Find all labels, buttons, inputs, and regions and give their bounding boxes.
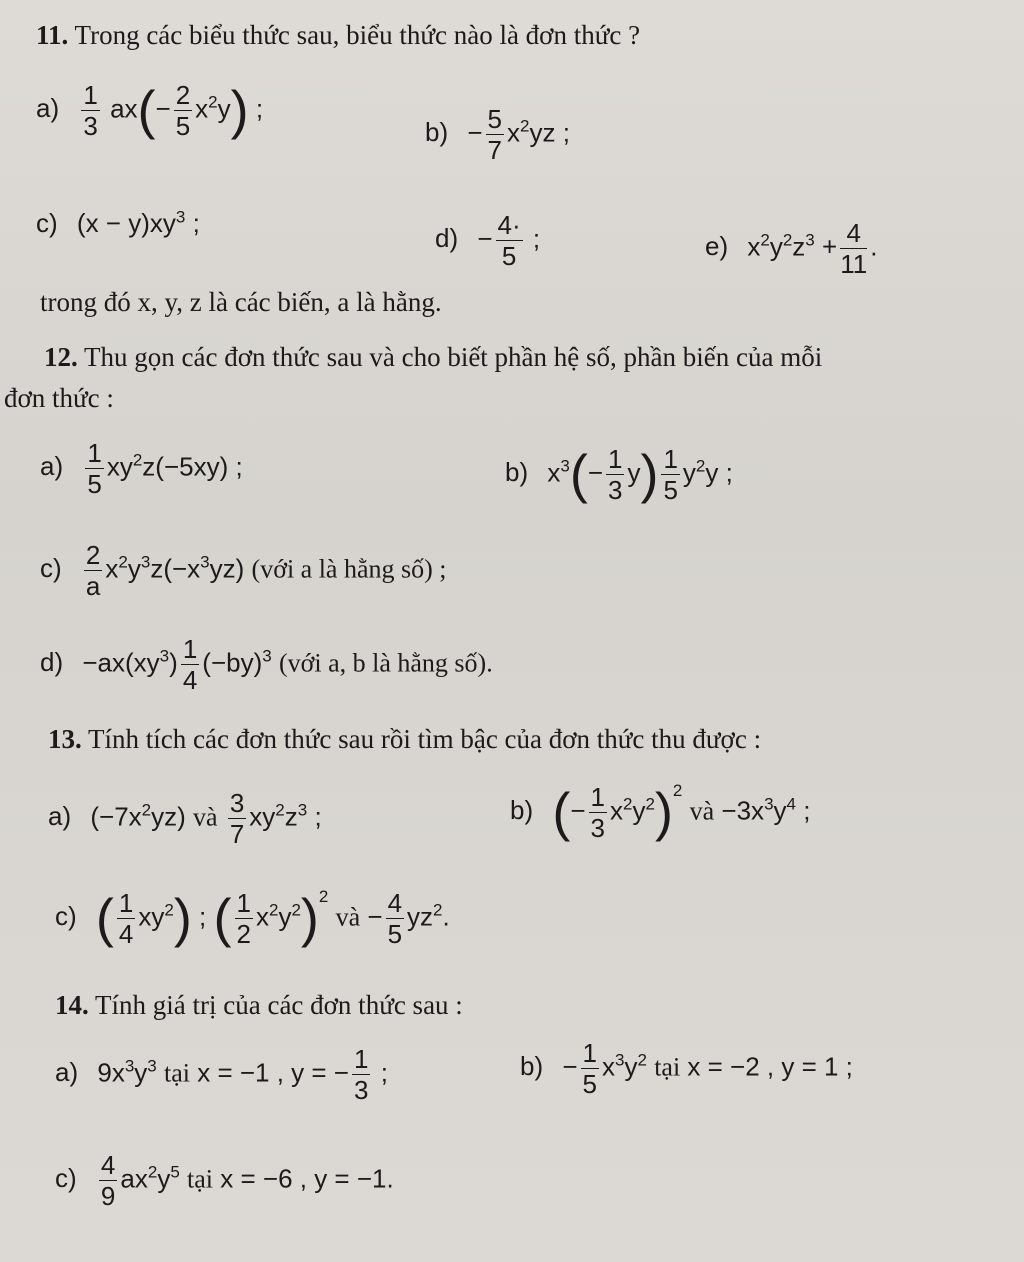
fraction: $\frac{1}{5}$ xyxy=(663,444,678,505)
problem-number: 13. xyxy=(48,724,82,754)
problem-11-b: b) − $\frac{5}{7}$ $x^2yz$ ; xyxy=(425,104,570,165)
fraction: $\frac{4}{5}$ xyxy=(387,888,403,949)
problem-12-d: $d) -ax(xy^3)$ $\frac{1}{4}$ $(-by)^3$ (với a, b là hằng số). xyxy=(40,634,493,695)
problem-12-a: a) $\frac{1}{5}$ $xy^2z(-5xy)$ ; xyxy=(40,438,243,499)
problem-11-c: c) $(x - y)xy^3$ ; xyxy=(36,207,200,238)
problem-12-b: b) $x^3(-$ $\frac{1}{3}$ y) $\frac{1}{5}$ $y^2y$ ; xyxy=(505,444,733,505)
problem-14-b: b) − $\frac{1}{5}$ $x^3y^2$ tại x = −2 , y = 1 ; xyxy=(520,1038,853,1099)
problem-11-note: trong đó x, y, z là các biến, a là hằng. xyxy=(40,287,442,317)
fraction: $\frac{1}{3}$ xyxy=(354,1044,369,1105)
fraction: $\frac{4}{11}$ xyxy=(840,218,868,279)
problem-13-c: c) ( $\frac{1}{4}$ $xy^2$) ; ( $\frac{1}{2}$ $x^2y^2)^2$ và − $\frac{4}{5}$ $yz^2$. xyxy=(55,886,450,949)
fraction: $\frac{1}{3}$ xyxy=(83,80,98,141)
fraction: $\frac{4\cdot}{5}$ xyxy=(497,210,521,271)
fraction: $\frac{2}{5}$ xyxy=(175,80,191,141)
fraction: $\frac{1}{2}$ xyxy=(236,888,251,949)
problem-text: Tính tích các đơn thức sau rồi tìm bậc của đơn thức thu được : xyxy=(88,724,762,754)
problem-14-c: c) $\frac{4}{9}$ $ax^2y^5$ tại x = −6 , y = −1. xyxy=(55,1150,394,1211)
problem-text: Tính giá trị của các đơn thức sau : xyxy=(95,990,463,1020)
problem-14-a: a) $9x^3y^3$ tại x = −1 , y = − $\frac{1}{3}$ ; xyxy=(55,1044,388,1105)
fraction: $\frac{1}{3}$ xyxy=(590,782,605,843)
fraction: $\frac{2}{a}$ xyxy=(85,540,101,601)
problem-12-title xyxy=(44,342,822,373)
paren-close: ) xyxy=(230,80,249,141)
fraction: $\frac{1}{3}$ xyxy=(608,444,623,505)
fraction: $\frac{3}{7}$ xyxy=(229,788,245,849)
problem-12-title-cont: đơn thức : xyxy=(4,383,114,413)
fraction: $\frac{1}{5}$ xyxy=(87,438,102,499)
paren-open: ( xyxy=(137,80,156,141)
problem-text: Trong các biểu thức sau, biểu thức nào là đơn thức ? xyxy=(74,20,641,50)
fraction: $\frac{5}{7}$ xyxy=(487,104,503,165)
problem-13-b: b) (− $\frac{1}{3}$ $x^2y^2)^2$ và $-3x^3y^4$ ; xyxy=(510,780,811,843)
fraction: $\frac{1}{4}$ xyxy=(118,888,134,949)
item-label: a) xyxy=(36,93,60,124)
problem-14-title xyxy=(55,990,463,1021)
problem-13-title xyxy=(48,724,761,755)
problem-number: 12. xyxy=(44,342,78,372)
problem-number: 14. xyxy=(55,990,89,1020)
problem-12-c: c) $\frac{2}{a}$ $x^2y^3z(-x^3yz)$ (với a là hằng số) ; xyxy=(40,540,447,601)
problem-13-a: a) $(-7x^2yz)$ và $\frac{3}{7}$ $xy^2z^3$ ; xyxy=(48,788,322,849)
problem-11-a: a) $\frac{1}{3}$ ax(− $\frac{2}{5}$ $x^2y$) ; xyxy=(36,80,264,141)
fraction: $\frac{1}{5}$ xyxy=(582,1038,598,1099)
fraction: $\frac{1}{4}$ xyxy=(182,634,198,695)
problem-11-title xyxy=(36,20,640,51)
problem-number: 11. xyxy=(36,20,69,50)
problem-text: Thu gọn các đơn thức sau và cho biết phần hệ số, phần biến của mỗi xyxy=(84,342,823,372)
problem-11-d: d) − $\frac{4\cdot}{5}$ ; xyxy=(435,210,541,271)
problem-11-e: e) $x^2y^2z^3$ + $\frac{4}{11}$ . xyxy=(705,218,878,279)
fraction: $\frac{4}{9}$ xyxy=(100,1150,116,1211)
